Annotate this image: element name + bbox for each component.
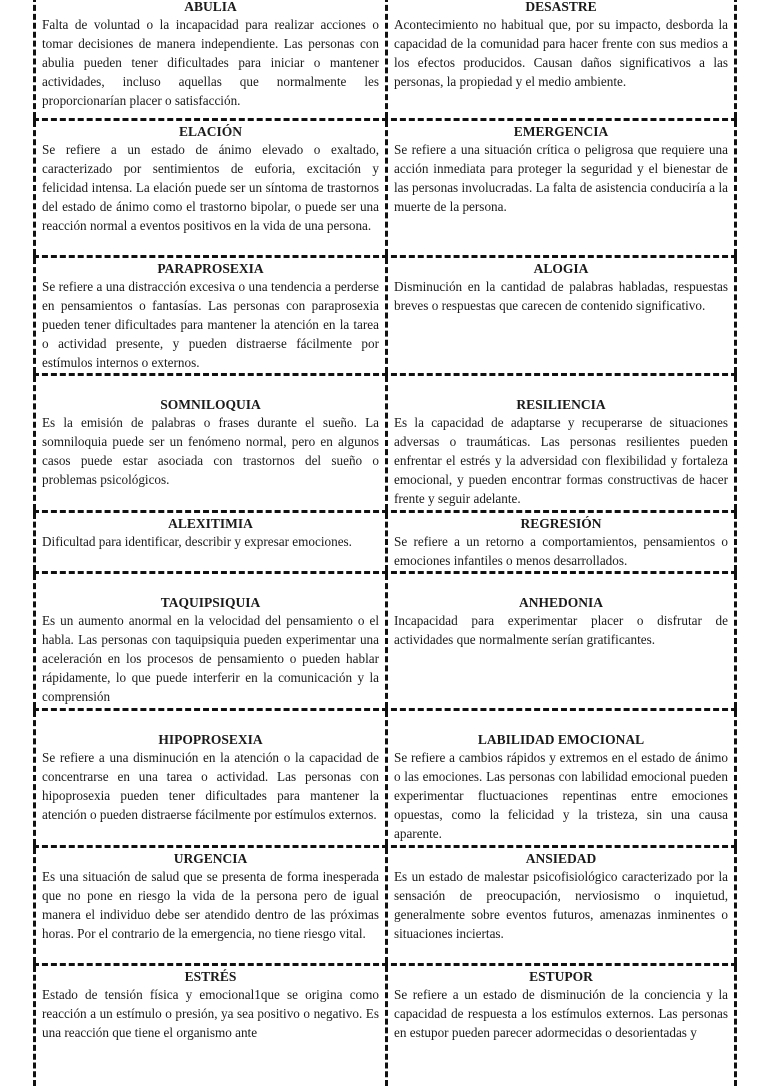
term-title: SOMNILOQUIA xyxy=(160,397,261,412)
term-title: ANHEDONIA xyxy=(518,595,603,610)
glossary-card xyxy=(385,258,737,373)
term-title: ALOGIA xyxy=(533,261,589,276)
term-definition: Se refiere a cambios rápidos y extremos en el estado de ánimo o las emociones. Las personas con labilidad emocional pueden experimentar fluctuaciones repentinas entre emociones opuestas, como la felicidad y la tristeza, sin una causa aparente. xyxy=(394,750,728,841)
term-definition: Se refiere a una distracción excesiva o una tendencia a perderse en pensamientos o fantasías. Las personas con paraprosexia pueden tener dificultades para mantener la atención en la tarea o actividad presente, y pueden distraerse fácilmente por estímulos internos o externos. xyxy=(42,279,379,370)
term-title: ESTUPOR xyxy=(529,969,593,984)
term-definition: Es una situación de salud que se presenta de forma inesperada que no pone en riesgo la vida de la persona pero de igual manera el individuo debe ser atendido dentro de las próximas horas. Por el contrario de la emergencia, no tiene riesgo vital. xyxy=(42,869,379,941)
glossary-row xyxy=(33,848,737,966)
glossary-row xyxy=(33,376,737,513)
glossary-row xyxy=(33,121,737,258)
term-definition: Se refiere a una situación crítica o peligrosa que requiere una acción inmediata para proteger la seguridad y el bienestar de las personas involucradas. La falta de asistencia conduciría a la muerte de la persona. xyxy=(394,142,728,214)
term-definition: Es la emisión de palabras o frases durante el sueño. La somniloquia puede ser un fenómeno normal, pero en algunos casos puede estar asociada con trastornos del sueño o problemas psicológicos. xyxy=(42,415,379,487)
glossary-card xyxy=(33,711,385,845)
term-title: ANSIEDAD xyxy=(525,851,597,866)
glossary-card xyxy=(385,574,737,708)
term-title: RESILIENCIA xyxy=(516,397,606,412)
term-title: DESASTRE xyxy=(525,0,597,14)
glossary-grid xyxy=(33,0,737,1086)
term-definition: Incapacidad para experimentar placer o disfrutar de actividades que normalmente serían gratificantes. xyxy=(394,613,728,647)
term-definition: Acontecimiento no habitual que, por su impacto, desborda la capacidad de la comunidad para hacer frente con sus medios a los efectos producidos. Causan daños significativos a las personas, la propiedad y el medio ambiente. xyxy=(394,17,728,89)
term-definition: Estado de tensión física y emocional1que se origina como reacción a un estímulo o presión, ya sea positivo o negativo. Es una reacción que tiene el organismo ante xyxy=(42,987,379,1040)
glossary-card xyxy=(33,0,385,118)
glossary-card xyxy=(385,513,737,571)
glossary-card xyxy=(385,0,737,118)
term-definition: Dificultad para identificar, describir y expresar emociones. xyxy=(42,534,352,549)
term-title: ALEXITIMIA xyxy=(168,516,253,531)
term-definition: Se refiere a una disminución en la atención o la capacidad de concentrarse en una tarea o actividad. Las personas con hipoprosexia pueden tener dificultades para mantener la atención o pueden distraerse fácilmente por estímulos externos. xyxy=(42,750,379,822)
term-definition: Se refiere a un estado de disminución de la conciencia y la capacidad de respuesta a los estímulos externos. Las personas en estupor pueden parecer adormecidas o desorientadas y xyxy=(394,987,728,1040)
glossary-row xyxy=(33,966,737,1086)
glossary-card xyxy=(33,513,385,571)
glossary-card xyxy=(385,711,737,845)
term-definition: Falta de voluntad o la incapacidad para realizar acciones o tomar decisiones de manera independiente. Las personas con abulia pueden tener dificultades para iniciar o mantener actividades, incluso aquellas que normalmente les proporcionarían placer o satisfacción. xyxy=(42,17,379,108)
term-definition: Se refiere a un retorno a comportamientos, pensamientos o emociones infantiles o menos desarrollados. xyxy=(394,534,728,568)
glossary-card xyxy=(33,121,385,255)
glossary-card xyxy=(385,376,737,510)
term-title: ELACIÓN xyxy=(178,124,242,139)
glossary-card xyxy=(33,574,385,708)
glossary-card xyxy=(385,848,737,963)
term-title: LABILIDAD EMOCIONAL xyxy=(477,732,645,747)
term-definition: Disminución en la cantidad de palabras habladas, respuestas breves o respuestas que carecen de contenido significativo. xyxy=(394,279,728,313)
glossary-card xyxy=(33,966,385,1086)
term-title: HIPOPROSEXIA xyxy=(158,732,263,747)
glossary-card xyxy=(385,966,737,1086)
term-title: ABULIA xyxy=(184,0,237,14)
term-title: EMERGENCIA xyxy=(513,124,609,139)
term-title: URGENCIA xyxy=(173,851,248,866)
term-definition: Es la capacidad de adaptarse y recuperarse de situaciones adversas o traumáticas. Las personas resilientes pueden enfrentar el estrés y la adversidad con flexibilidad y fortaleza emocional, y pueden encontrar formas constructivas de hacer frente y seguir adelante. xyxy=(394,415,728,506)
term-definition: Es un estado de malestar psicofisiológico caracterizado por la sensación de preocupación, nerviosismo o inquietud, generalmente sobre eventos futuros, amenazas inminentes o situaciones inciertas. xyxy=(394,869,728,941)
glossary-card xyxy=(33,376,385,510)
term-definition: Se refiere a un estado de ánimo elevado o exaltado, caracterizado por sentimientos de euforia, excitación y felicidad intensa. La elación puede ser un síntoma de trastornos del estado de ánimo como el trastorno bipolar, o puede ser una reacción normal a eventos positivos en la vida de una persona. xyxy=(42,142,379,233)
glossary-card xyxy=(33,848,385,963)
glossary-row xyxy=(33,574,737,711)
term-title: REGRESIÓN xyxy=(520,516,602,531)
glossary-row xyxy=(33,711,737,848)
glossary-row xyxy=(33,0,737,121)
term-title: TAQUIPSIQUIA xyxy=(160,595,261,610)
glossary-card xyxy=(385,121,737,255)
term-definition: Es un aumento anormal en la velocidad del pensamiento o el habla. Las personas con taquipsiquia pueden experimentar una aceleración en los procesos de pensamiento o pueden hablar rápidamente, lo que puede interferir en la comunicación y la comprensión xyxy=(42,613,379,704)
glossary-row xyxy=(33,513,737,574)
term-title: PARAPROSEXIA xyxy=(157,261,264,276)
glossary-row xyxy=(33,258,737,376)
glossary-card xyxy=(33,258,385,373)
term-title: ESTRÉS xyxy=(184,969,237,984)
